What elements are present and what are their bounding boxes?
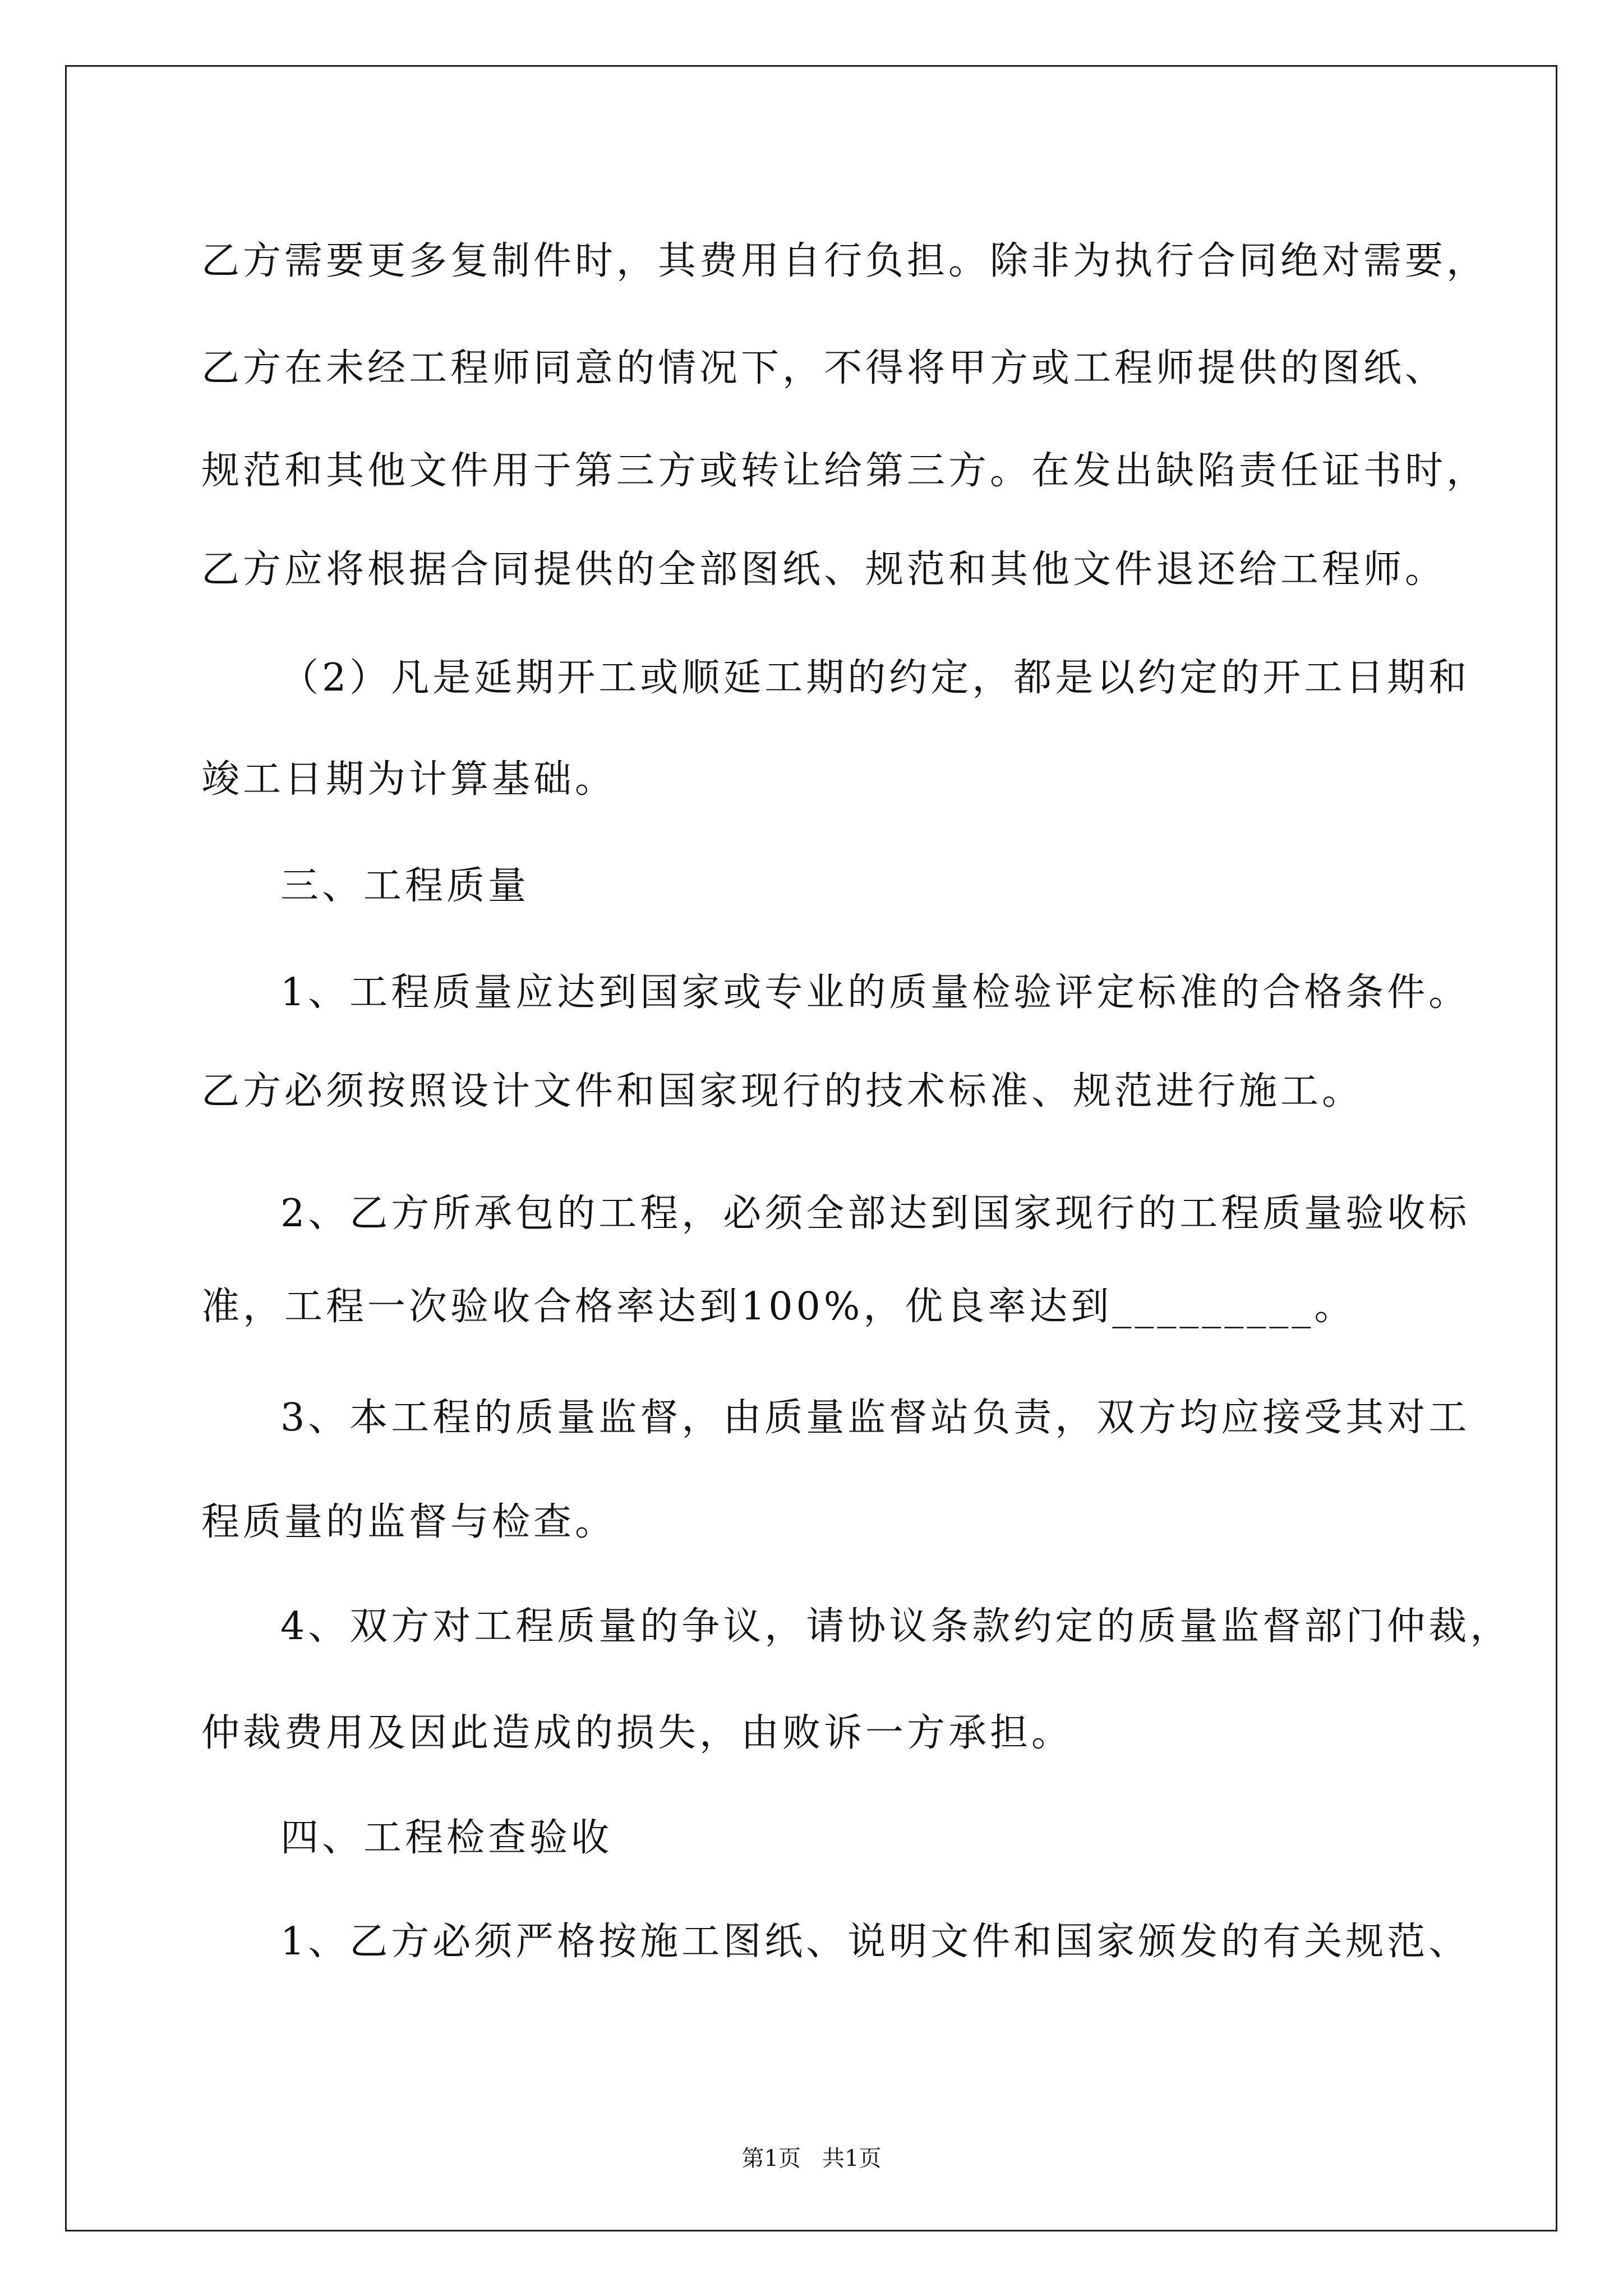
body-line: 乙方应将根据合同提供的全部图纸、规范和其他文件退还给工程师。 [201, 547, 1447, 592]
paragraph-first-line: （2）凡是延期开工或顺延工期的约定，都是以约定的开工日期和 [280, 656, 1470, 700]
body-line: 乙方需要更多复制件时，其费用自行负担。除非为执行合同绝对需要， [201, 239, 1488, 283]
body-line: 程质量的监督与检查。 [201, 1500, 617, 1544]
section-heading: 四、工程检查验收 [280, 1816, 613, 1860]
body-line: 竣工日期为计算基础。 [201, 757, 617, 802]
body-line: 规范和其他文件用于第三方或转让给第三方。在发出缺陷责任证书时， [201, 449, 1488, 493]
page-number-footer: 第1页 共1页 [741, 2146, 882, 2171]
paragraph-first-line: 1、工程质量应达到国家或专业的质量检验评定标准的合格条件。 [280, 970, 1470, 1015]
body-line: 准，工程一次验收合格率达到100%，优良率达到_________。 [201, 1285, 1356, 1329]
paragraph-first-line: 1、乙方必须严格按施工图纸、说明文件和国家颁发的有关规范、 [280, 1920, 1470, 1964]
body-line: 仲裁费用及因此造成的损失，由败诉一方承担。 [201, 1711, 1073, 1755]
paragraph-first-line: 2、乙方所承包的工程，必须全部达到国家现行的工程质量验收标 [280, 1191, 1470, 1236]
body-line: 乙方在未经工程师同意的情况下，不得将甲方或工程师提供的图纸、 [201, 346, 1447, 390]
body-line: 乙方必须按照设计文件和国家现行的技术标准、规范进行施工。 [201, 1069, 1364, 1114]
paragraph-first-line: 3、本工程的质量监督，由质量监督站负责，双方均应接受其对工 [280, 1396, 1470, 1440]
paragraph-first-line: 4、双方对工程质量的争议，请协议条款约定的质量监督部门仲裁， [280, 1604, 1512, 1649]
section-heading: 三、工程质量 [280, 864, 530, 908]
